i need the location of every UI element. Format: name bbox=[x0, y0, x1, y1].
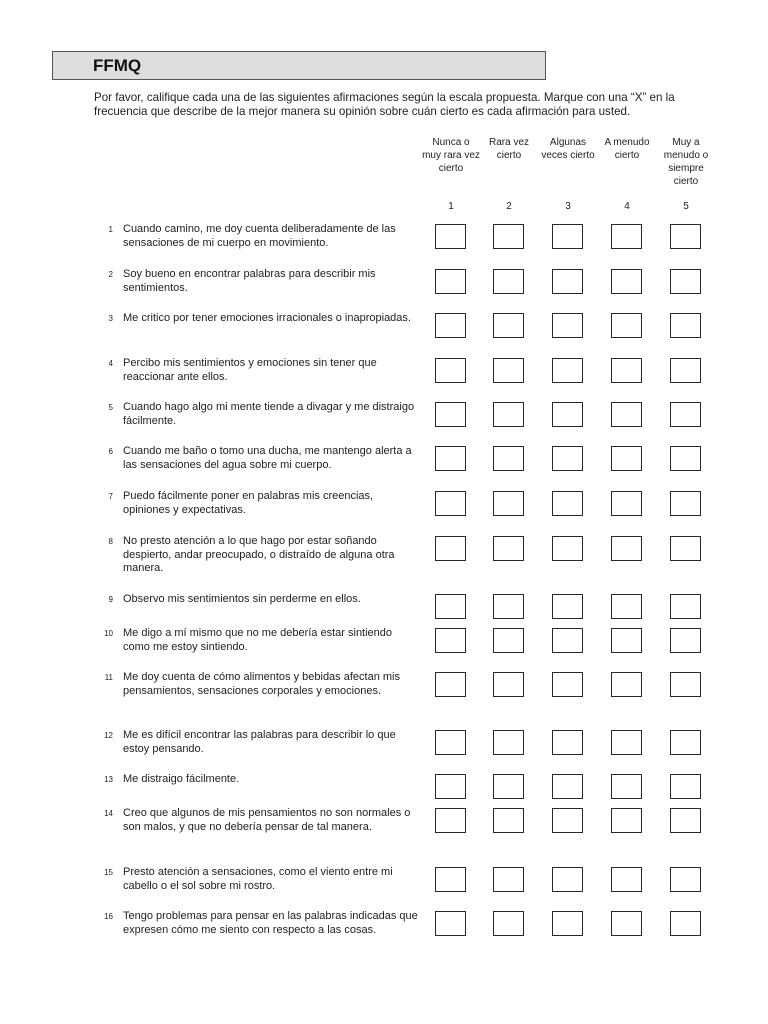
question-text: Me distraigo fácilmente. bbox=[123, 773, 240, 785]
question-number: 16 bbox=[104, 912, 113, 921]
answer-checkbox-2[interactable] bbox=[493, 536, 524, 561]
answer-checkbox-1[interactable] bbox=[435, 730, 466, 755]
answer-checkbox-1[interactable] bbox=[435, 402, 466, 427]
answer-checkbox-4[interactable] bbox=[611, 269, 642, 294]
answer-checkbox-4[interactable] bbox=[611, 628, 642, 653]
answer-checkbox-2[interactable] bbox=[493, 730, 524, 755]
answer-checkbox-4[interactable] bbox=[611, 358, 642, 383]
answer-checkbox-2[interactable] bbox=[493, 269, 524, 294]
answer-checkbox-5[interactable] bbox=[670, 313, 701, 338]
question-text: Observo mis sentimientos sin perderme en ellos. bbox=[123, 593, 361, 605]
answer-checkbox-3[interactable] bbox=[552, 911, 583, 936]
answer-checkbox-3[interactable] bbox=[552, 402, 583, 427]
answer-checkbox-5[interactable] bbox=[670, 491, 701, 516]
question-number: 11 bbox=[104, 673, 113, 682]
answer-checkbox-4[interactable] bbox=[611, 672, 642, 697]
answer-checkbox-1[interactable] bbox=[435, 867, 466, 892]
answer-checkbox-2[interactable] bbox=[493, 774, 524, 799]
question-number: 8 bbox=[108, 537, 113, 546]
answer-checkbox-3[interactable] bbox=[552, 269, 583, 294]
answer-checkbox-4[interactable] bbox=[611, 911, 642, 936]
answer-checkbox-4[interactable] bbox=[611, 491, 642, 516]
answer-checkbox-2[interactable] bbox=[493, 672, 524, 697]
answer-checkbox-5[interactable] bbox=[670, 446, 701, 471]
answer-checkbox-5[interactable] bbox=[670, 867, 701, 892]
scale-number-1: 1 bbox=[448, 201, 454, 212]
answer-checkbox-2[interactable] bbox=[493, 491, 524, 516]
answer-checkbox-4[interactable] bbox=[611, 808, 642, 833]
answer-checkbox-4[interactable] bbox=[611, 774, 642, 799]
answer-checkbox-1[interactable] bbox=[435, 446, 466, 471]
question-number: 10 bbox=[104, 629, 113, 638]
answer-checkbox-2[interactable] bbox=[493, 224, 524, 249]
answer-checkbox-2[interactable] bbox=[493, 911, 524, 936]
answer-checkbox-3[interactable] bbox=[552, 774, 583, 799]
scale-number-5: 5 bbox=[683, 201, 689, 212]
answer-checkbox-5[interactable] bbox=[670, 402, 701, 427]
answer-checkbox-1[interactable] bbox=[435, 628, 466, 653]
answer-checkbox-1[interactable] bbox=[435, 269, 466, 294]
answer-checkbox-1[interactable] bbox=[435, 313, 466, 338]
answer-checkbox-3[interactable] bbox=[552, 224, 583, 249]
answer-checkbox-2[interactable] bbox=[493, 594, 524, 619]
question-text: Cuando me baño o tomo una ducha, me mantengo alerta a las sensaciones del agua sobre mi cuerpo. bbox=[123, 445, 412, 471]
scale-number-3: 3 bbox=[565, 201, 571, 212]
answer-checkbox-2[interactable] bbox=[493, 808, 524, 833]
answer-checkbox-3[interactable] bbox=[552, 628, 583, 653]
answer-checkbox-5[interactable] bbox=[670, 911, 701, 936]
question-text: Creo que algunos de mis pensamientos no son normales o son malos, y que no debería pensar de tal manera. bbox=[123, 807, 411, 833]
answer-checkbox-1[interactable] bbox=[435, 808, 466, 833]
answer-checkbox-1[interactable] bbox=[435, 774, 466, 799]
question-text: Puedo fácilmente poner en palabras mis creencias, opiniones y expectativas. bbox=[123, 490, 374, 516]
question-text: Presto atención a sensaciones, como el viento entre mi cabello o el sol sobre mi rostro. bbox=[123, 866, 393, 892]
answer-checkbox-4[interactable] bbox=[611, 313, 642, 338]
answer-checkbox-3[interactable] bbox=[552, 536, 583, 561]
question-number: 3 bbox=[108, 314, 113, 323]
scale-number-2: 2 bbox=[506, 201, 512, 212]
question-number: 12 bbox=[104, 731, 113, 740]
answer-checkbox-3[interactable] bbox=[552, 808, 583, 833]
instructions-text: Por favor, califique cada una de las siguientes afirmaciones según la escala propuesta. Marque con una “X” en la frecuencia que describe de la mejor manera su opinión sobre cuán cierto es cada afirmación para usted. bbox=[94, 91, 675, 118]
scale-label-5: Muy a menudo o siempre cierto bbox=[663, 137, 709, 187]
answer-checkbox-3[interactable] bbox=[552, 358, 583, 383]
answer-checkbox-1[interactable] bbox=[435, 672, 466, 697]
answer-checkbox-5[interactable] bbox=[670, 808, 701, 833]
question-number: 6 bbox=[108, 447, 113, 456]
answer-checkbox-5[interactable] bbox=[670, 594, 701, 619]
answer-checkbox-5[interactable] bbox=[670, 536, 701, 561]
question-text: Me critico por tener emociones irracionales o inapropiadas. bbox=[123, 312, 411, 324]
answer-checkbox-5[interactable] bbox=[670, 774, 701, 799]
question-text: Tengo problemas para pensar en las palabras indicadas que expresen cómo me siento con respecto a las cosas. bbox=[123, 910, 418, 936]
answer-checkbox-4[interactable] bbox=[611, 402, 642, 427]
answer-checkbox-5[interactable] bbox=[670, 628, 701, 653]
question-text: Me digo a mí mismo que no me debería estar sintiendo como me estoy sintiendo. bbox=[123, 627, 393, 653]
answer-checkbox-2[interactable] bbox=[493, 358, 524, 383]
answer-checkbox-5[interactable] bbox=[670, 672, 701, 697]
scale-number-4: 4 bbox=[624, 201, 630, 212]
answer-checkbox-1[interactable] bbox=[435, 224, 466, 249]
answer-checkbox-2[interactable] bbox=[493, 446, 524, 471]
answer-checkbox-1[interactable] bbox=[435, 911, 466, 936]
scale-label-3: Algunas veces cierto bbox=[541, 137, 595, 161]
answer-checkbox-4[interactable] bbox=[611, 536, 642, 561]
answer-checkbox-3[interactable] bbox=[552, 446, 583, 471]
question-text: Soy bueno en encontrar palabras para describir mis sentimientos. bbox=[123, 268, 376, 294]
answer-checkbox-1[interactable] bbox=[435, 536, 466, 561]
answer-checkbox-5[interactable] bbox=[670, 730, 701, 755]
page-title: FFMQ bbox=[93, 56, 142, 75]
answer-checkbox-3[interactable] bbox=[552, 313, 583, 338]
question-number: 2 bbox=[108, 270, 113, 279]
answer-checkbox-4[interactable] bbox=[611, 730, 642, 755]
scale-label-2: Rara vez cierto bbox=[488, 137, 529, 161]
question-number: 15 bbox=[104, 868, 113, 877]
answer-checkbox-1[interactable] bbox=[435, 594, 466, 619]
scale-label-4: A menudo cierto bbox=[604, 137, 650, 161]
answer-checkbox-2[interactable] bbox=[493, 628, 524, 653]
answer-checkbox-2[interactable] bbox=[493, 867, 524, 892]
answer-checkbox-4[interactable] bbox=[611, 867, 642, 892]
answer-checkbox-5[interactable] bbox=[670, 358, 701, 383]
question-text: Percibo mis sentimientos y emociones sin tener que reaccionar ante ellos. bbox=[123, 357, 377, 383]
question-number: 5 bbox=[108, 403, 113, 412]
question-number: 14 bbox=[104, 809, 113, 818]
question-number: 13 bbox=[104, 775, 113, 784]
scale-label-1: Nunca o muy rara vez cierto bbox=[422, 137, 480, 174]
answer-checkbox-3[interactable] bbox=[552, 594, 583, 619]
question-text: Me doy cuenta de cómo alimentos y bebidas afectan mis pensamientos, sensaciones corporales y emociones. bbox=[123, 671, 400, 697]
answer-checkbox-3[interactable] bbox=[552, 491, 583, 516]
question-text: Cuando camino, me doy cuenta deliberadamente de las sensaciones de mi cuerpo en movimiento. bbox=[123, 223, 396, 249]
answer-checkbox-5[interactable] bbox=[670, 269, 701, 294]
answer-checkbox-4[interactable] bbox=[611, 594, 642, 619]
answer-checkbox-5[interactable] bbox=[670, 224, 701, 249]
question-number: 9 bbox=[108, 595, 113, 604]
answer-checkbox-1[interactable] bbox=[435, 358, 466, 383]
answer-checkbox-4[interactable] bbox=[611, 224, 642, 249]
answer-checkbox-1[interactable] bbox=[435, 491, 466, 516]
answer-checkbox-3[interactable] bbox=[552, 672, 583, 697]
question-text: Cuando hago algo mi mente tiende a divagar y me distraigo fácilmente. bbox=[123, 401, 415, 427]
answer-checkbox-3[interactable] bbox=[552, 730, 583, 755]
answer-checkbox-2[interactable] bbox=[493, 402, 524, 427]
question-text: Me es difícil encontrar las palabras para describir lo que estoy pensando. bbox=[123, 729, 396, 755]
answer-checkbox-3[interactable] bbox=[552, 867, 583, 892]
answer-checkbox-4[interactable] bbox=[611, 446, 642, 471]
question-text: No presto atención a lo que hago por estar soñando despierto, andar preocupado, o distraído de alguna otra manera. bbox=[123, 535, 395, 575]
question-number: 4 bbox=[108, 359, 113, 368]
title-banner bbox=[52, 51, 546, 80]
question-number: 1 bbox=[108, 225, 113, 234]
answer-checkbox-2[interactable] bbox=[493, 313, 524, 338]
question-number: 7 bbox=[108, 492, 113, 501]
